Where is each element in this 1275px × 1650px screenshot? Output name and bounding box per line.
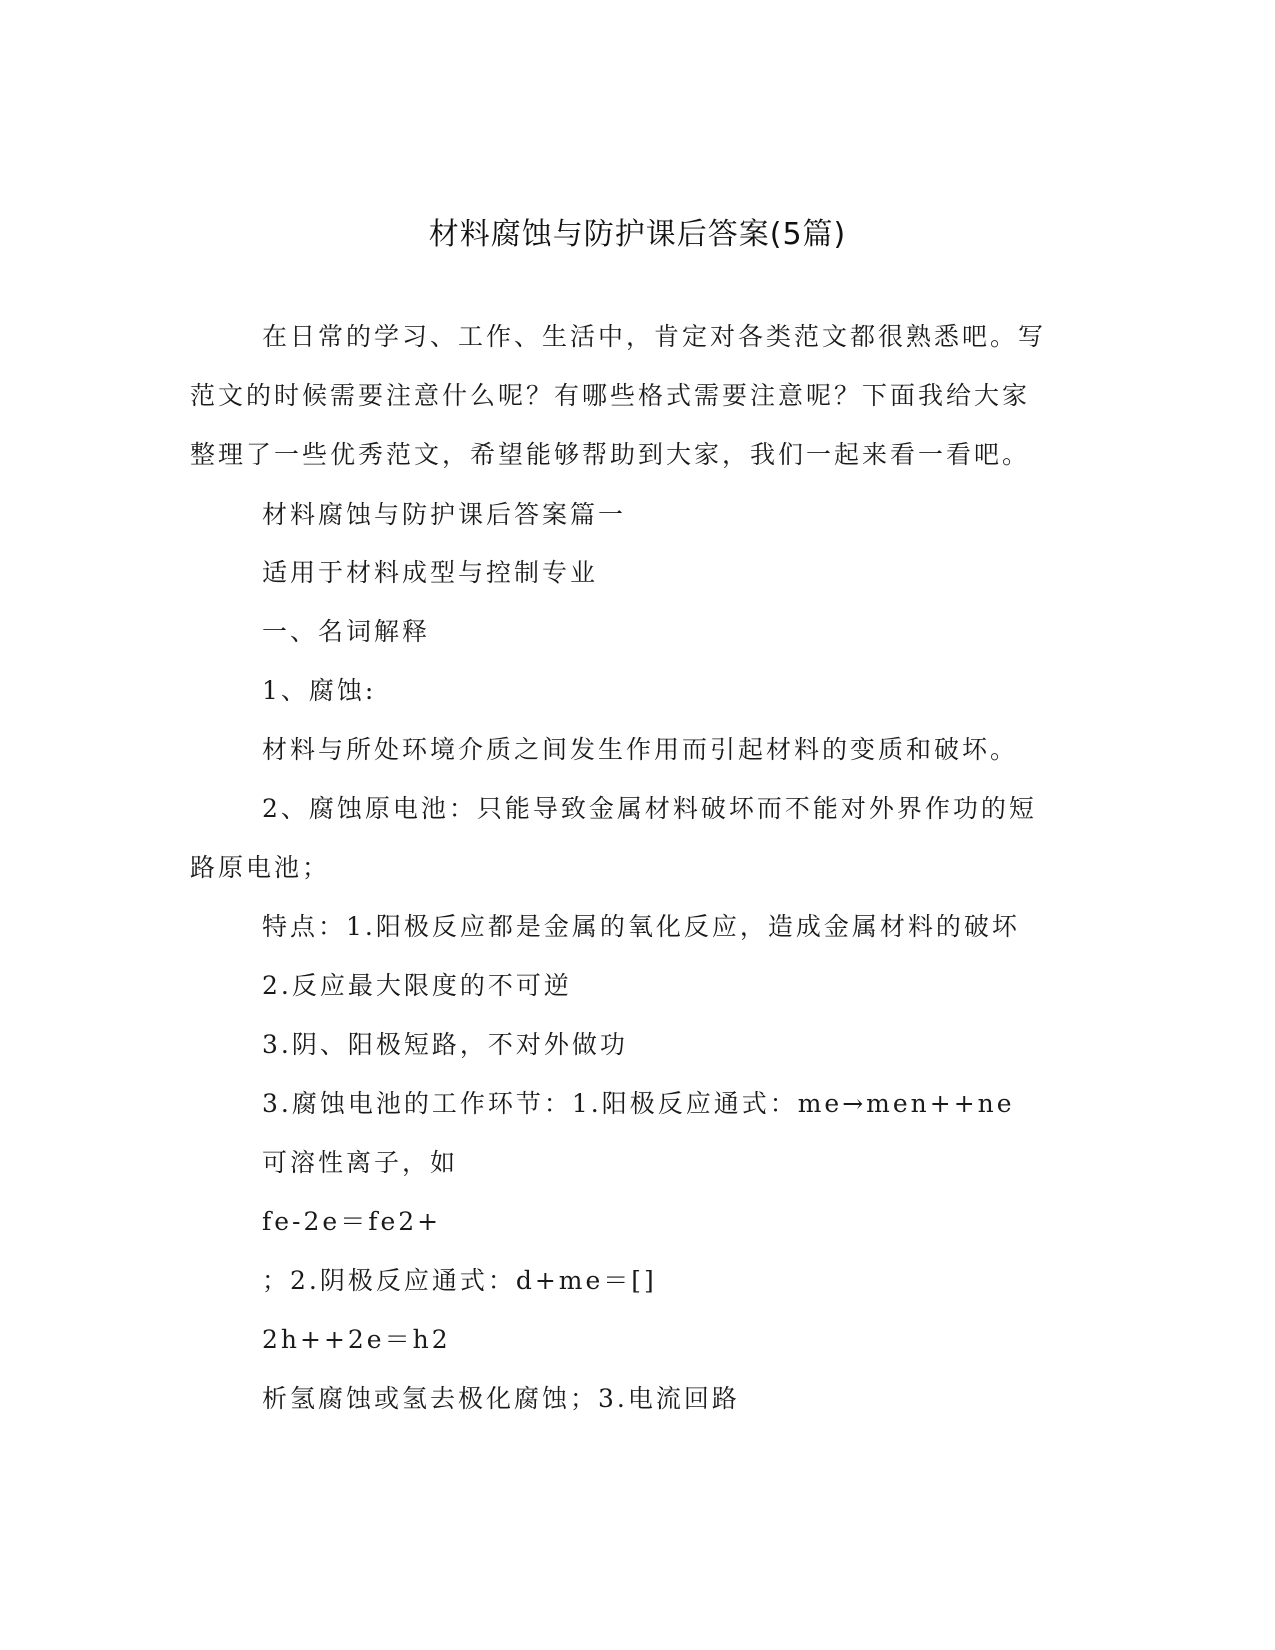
intro-line-3: 整理了一些优秀范文，希望能够帮助到大家，我们一起来看一看吧。 — [190, 440, 1031, 469]
item1-label: 1、腐蚀: — [262, 676, 377, 705]
cathode-general-line: ；2.阴极反应通式：d+me＝[] — [262, 1266, 657, 1295]
document-title: 材料腐蚀与防护课后答案(5篇) — [428, 217, 847, 252]
soluble-ion-line: 可溶性离子，如 — [262, 1148, 459, 1177]
feature-line-2: 2.反应最大限度的不可逆 — [262, 971, 572, 1000]
applicability-line: 适用于材料成型与控制专业 — [262, 558, 599, 587]
item2-line-2: 路原电池； — [190, 853, 331, 882]
equation-h: 2h++2e＝h2 — [262, 1325, 451, 1354]
section-heading: 材料腐蚀与防护课后答案篇一 — [262, 500, 627, 529]
feature-line-3: 3.阴、阳极短路，不对外做功 — [262, 1030, 628, 1059]
part-heading: 一、名词解释 — [262, 617, 431, 646]
equation-fe: fe-2e＝fe2+ — [262, 1207, 442, 1236]
item1-text: 材料与所处环境介质之间发生作用而引起材料的变质和破坏。 — [262, 735, 1019, 764]
feature-line-1: 特点：1.阳极反应都是金属的氧化反应，造成金属材料的破坏 — [262, 912, 1020, 941]
intro-line-2: 范文的时候需要注意什么呢？有哪些格式需要注意呢？下面我给大家 — [190, 381, 1031, 410]
hydrogen-corrosion-line: 析氢腐蚀或氢去极化腐蚀；3.电流回路 — [262, 1384, 740, 1413]
item2-line-1: 2、腐蚀原电池：只能导致金属材料破坏而不能对外界作功的短 — [262, 794, 1037, 823]
work-steps-line: 3.腐蚀电池的工作环节：1.阳极反应通式：me→men++ne — [262, 1089, 1015, 1118]
intro-line-1: 在日常的学习、工作、生活中，肯定对各类范文都很熟悉吧。写 — [262, 322, 1047, 351]
